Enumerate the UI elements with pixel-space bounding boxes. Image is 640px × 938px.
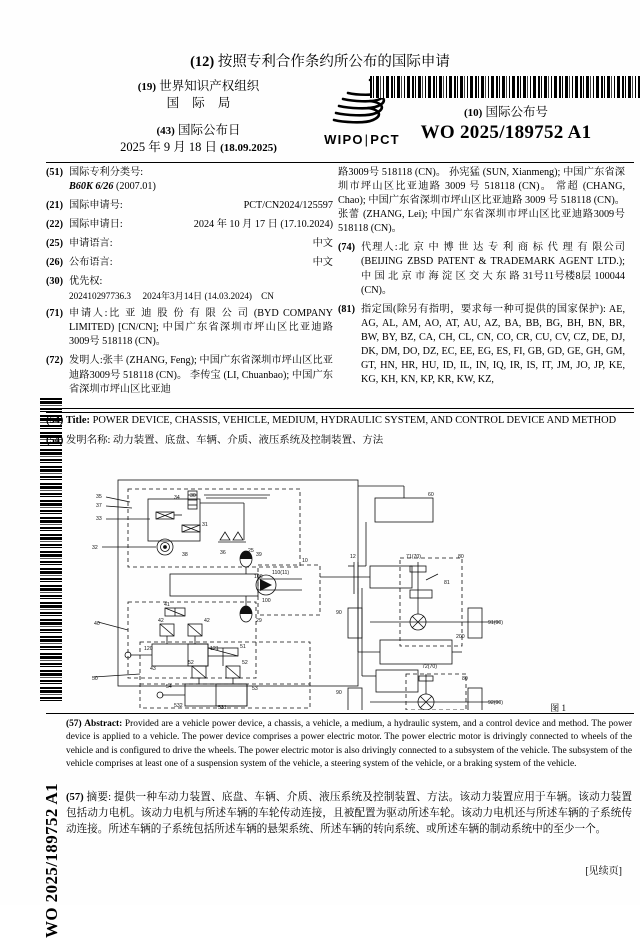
- field-code-51: (51): [46, 166, 69, 194]
- svg-text:42: 42: [158, 618, 164, 624]
- title-code-en: (54): [46, 415, 63, 426]
- publication-date-value-row: [106, 139, 291, 156]
- publication-date-label-row: [106, 122, 291, 139]
- field-30-priority: [46, 275, 333, 302]
- field-71-applicant: [46, 307, 333, 349]
- publication-number: WO 2025/189752 A1: [366, 122, 640, 144]
- filing-date-value: 2024 年 10 月 17 日 (17.10.2024): [194, 218, 333, 232]
- svg-text:33: 33: [96, 516, 102, 522]
- agent-value: 北 京 中 博 世 达 专 利 商 标 代 理 有 限公司 (BEIJING ZBSD PATENT & TRADEMARK AGENT LTD.); 中 国 北 京 市 海 淀 区 交 大 东 路 31号11号楼8层 100044 (CN)。: [361, 242, 625, 295]
- title-en-row: [46, 414, 634, 428]
- field-code-30: (30): [46, 275, 69, 302]
- publication-date-label: 国际公布日: [178, 123, 241, 137]
- publication-number-label: 国际公布号: [485, 105, 548, 119]
- divider-top: [46, 162, 634, 163]
- applicant-value: 比 亚 迪 股 份 有 限 公 司 (BYD COMPANY LIMITED) [CN/CN]; 中国广东省深圳市坪山区比亚迪路3009号 518118 (CN)。: [69, 308, 333, 347]
- wipo-text: WIPO: [324, 132, 363, 147]
- field-25-filing-language: [46, 237, 333, 251]
- field-body-26: [69, 256, 333, 270]
- svg-text:25: 25: [248, 548, 254, 554]
- field-body-30: [69, 275, 333, 302]
- publication-number-block: [366, 76, 640, 144]
- application-number-value: PCT/CN2024/125597: [244, 199, 333, 213]
- spine-strip: [22, 398, 66, 868]
- svg-text:90: 90: [336, 610, 342, 616]
- svg-text:12: 12: [350, 554, 356, 560]
- publication-date-numeric: (18.09.2025): [220, 142, 277, 154]
- biblio-column-right: [338, 166, 625, 392]
- divider-before-title: [46, 408, 634, 409]
- applicant-label: 申请人:: [69, 308, 107, 319]
- svg-text:120: 120: [144, 646, 153, 652]
- svg-text:91(90): 91(90): [488, 620, 503, 626]
- svg-text:52: 52: [188, 660, 194, 666]
- publication-date-cn: 2025 年 9 月 18 日: [120, 140, 217, 154]
- svg-text:121: 121: [210, 646, 219, 652]
- abstract-text-en: Provided are a vehicle power device, a chassis, a vehicle, a medium, a hydraulic system, and a control device and method. The power device is applied to a vehicle. The power device comprises a power electric motor. The power electric motor is drivingly connected to wheels of the vehicle and is configured to drive the wheels. The power electric motor is also drivingly connected to a subsystem of the vehicle. The subsystem of the vehicle comprises at least one of a suspension system of the vehicle, a steering system of the vehicle, or a braking system of the vehicle.: [66, 719, 632, 769]
- code-10: (10): [464, 107, 482, 119]
- figure-1-hydraulic-system-diagram: [70, 462, 570, 710]
- field-body-22: [69, 218, 333, 232]
- svg-text:106: 106: [254, 574, 263, 580]
- title-text-en: POWER DEVICE, CHASSIS, VEHICLE, MEDIUM, HYDRAULIC SYSTEM, AND CONTROL DEVICE AND METHOD: [93, 415, 617, 426]
- svg-text:72(70): 72(70): [422, 664, 437, 670]
- application-number-label: 国际申请号:: [69, 199, 123, 213]
- svg-text:10: 10: [302, 558, 308, 564]
- divider-before-abstract: [46, 713, 634, 714]
- svg-text:40: 40: [94, 621, 100, 627]
- field-code-74: (74): [338, 241, 361, 297]
- field-74-agent: [338, 241, 625, 297]
- publication-language-value: 中文: [313, 256, 333, 270]
- inventors-value: 张丰 (ZHANG, Feng); 中国广东省深圳市坪山区比亚迪路3009号 518118 (CN)。 李传宝 (LI, Chuanbao); 中国广东省深圳市坪山区比亚迪: [69, 355, 333, 394]
- svg-text:90: 90: [336, 690, 342, 696]
- svg-text:80: 80: [458, 554, 464, 560]
- kind-title-12: 按照专利合作条约所公布的国际申请: [218, 54, 450, 70]
- svg-text:71(70): 71(70): [406, 554, 421, 560]
- horizontal-barcode: [370, 76, 640, 98]
- abstract-en: [66, 718, 632, 771]
- svg-text:50: 50: [92, 676, 98, 682]
- svg-text:30: 30: [190, 493, 196, 499]
- inventors-continued: 路3009号 518118 (CN)。 孙宪猛 (SUN, Xianmeng); 中国广东省深圳市坪山区比亚迪路 3009 号 518118 (CN)。 常超 (CHANG, Chao); 中国广东省深圳市坪山区比亚迪路 3009 号 518118 (CN)。 张蕾 (ZHANG, Lei); 中国广东省深圳市坪山区比亚迪路3009号 518118 (CN)。: [338, 166, 625, 236]
- abstract-label-cn: 摘要:: [87, 792, 112, 803]
- svg-text:42: 42: [204, 618, 210, 624]
- ipc-label: 国际专利分类号:: [69, 167, 143, 178]
- svg-text:39: 39: [256, 552, 262, 558]
- svg-text:38: 38: [182, 552, 188, 558]
- international-bureau-label: 国 际 局: [106, 95, 291, 112]
- publication-language-label: 公布语言:: [69, 256, 113, 270]
- figure-svg: [70, 462, 570, 710]
- field-code-21: (21): [46, 199, 69, 213]
- field-body-71: [69, 307, 333, 349]
- field-body-25: [69, 237, 333, 251]
- field-body-72: [69, 354, 333, 396]
- bibliographic-data: [46, 166, 636, 404]
- field-code-71: (71): [46, 307, 69, 349]
- svg-text:31: 31: [202, 522, 208, 528]
- svg-text:35: 35: [96, 494, 102, 500]
- ipc-code: B60K 6/26: [69, 181, 113, 192]
- priority-date: 2024年3月14日 (14.03.2024): [143, 291, 252, 301]
- abstract-cn: [66, 790, 632, 838]
- svg-text:41: 41: [164, 602, 170, 608]
- publication-number-label-row: [366, 102, 640, 120]
- svg-text:81: 81: [444, 580, 450, 586]
- divider-before-title-2: [46, 412, 634, 413]
- field-body-21: [69, 199, 333, 213]
- field-body-81: [361, 303, 625, 387]
- header-row: [66, 78, 634, 158]
- svg-text:34: 34: [174, 495, 180, 501]
- pct-text: PCT: [370, 132, 400, 147]
- svg-text:54: 54: [166, 684, 172, 690]
- svg-text:43: 43: [150, 666, 156, 672]
- priority-number: 202410297736.3: [69, 291, 131, 301]
- svg-text:60: 60: [428, 492, 434, 498]
- figure-caption: 图 1: [550, 701, 566, 714]
- svg-text:532: 532: [174, 703, 183, 709]
- biblio-column-left: [46, 166, 333, 402]
- org-line-19: [106, 78, 291, 95]
- filing-language-label: 申请语言:: [69, 237, 113, 251]
- code-43: (43): [157, 125, 175, 137]
- designated-states-label: 指定国(除另有指明，要求每一种可提供的国家保护):: [361, 304, 606, 315]
- code-19: (19): [138, 81, 156, 93]
- svg-text:100: 100: [262, 598, 271, 604]
- abstract-code-cn: (57): [66, 792, 84, 803]
- designated-states-value: AE, AG, AL, AM, AO, AT, AU, AZ, BA, BB, BG, BH, BN, BR, BW, BY, BZ, CA, CH, CL, CN, CO, CR, CU, CV, CZ, DE, DJ, DK, DM, DO, DZ, EC, EE, EG, ES, FI, GB, GD, GE, GH, GM, GT, HN, HR, HU, ID, IL, IN, IQ, IR, IS, IT, JM, JO, JP, KE, KG, KH, KN, KP, KR, KW, KZ,: [361, 304, 625, 385]
- wipo-separator: |: [364, 132, 371, 147]
- agent-label: 代理人:: [361, 242, 398, 253]
- continued-note: [见续页]: [585, 862, 622, 877]
- title-label-cn: 发明名称:: [66, 435, 110, 446]
- svg-text:32: 32: [92, 545, 98, 551]
- svg-text:36: 36: [220, 550, 226, 556]
- spine-publication-number: WO 2025/189752 A1: [42, 638, 62, 938]
- field-body-74: [361, 241, 625, 297]
- field-body-51: [69, 166, 333, 194]
- priority-country: CN: [261, 291, 274, 301]
- title-cn-row: [46, 434, 634, 448]
- filing-date-label: 国际申请日:: [69, 218, 123, 232]
- title-label-en: Title:: [66, 415, 90, 426]
- svg-text:92(90): 92(90): [488, 700, 503, 706]
- ipc-value-row: [69, 180, 333, 194]
- title-text-cn: 动力装置、底盘、车辆、介质、液压系统及控制装置、方法: [113, 435, 383, 446]
- svg-text:37: 37: [96, 503, 102, 509]
- svg-text:51: 51: [240, 644, 246, 650]
- inventors-label: 发明人:: [69, 355, 103, 366]
- field-22-filing-date: [46, 218, 333, 232]
- svg-text:52: 52: [242, 660, 248, 666]
- field-code-72: (72): [46, 354, 69, 396]
- field-72-inventors: [46, 354, 333, 396]
- filing-language-value: 中文: [313, 237, 333, 251]
- field-21-application-number: [46, 199, 333, 213]
- priority-row: [69, 290, 333, 303]
- field-code-81: (81): [338, 303, 361, 387]
- field-26-publication-language: [46, 256, 333, 270]
- field-code-22: (22): [46, 218, 69, 232]
- field-81-designated-states: [338, 303, 625, 387]
- svg-text:110(11): 110(11): [272, 570, 289, 576]
- abstract-code-en: (57): [66, 719, 82, 729]
- ipc-edition: (2007.01): [116, 181, 156, 192]
- priority-label: 优先权:: [69, 276, 102, 287]
- svg-text:200: 200: [456, 634, 465, 640]
- title-block: [46, 414, 634, 454]
- svg-text:531: 531: [218, 705, 227, 710]
- field-code-25: (25): [46, 237, 69, 251]
- svg-text:53: 53: [252, 686, 258, 692]
- field-code-26: (26): [46, 256, 69, 270]
- abstract-label-en: Abstract:: [84, 719, 122, 729]
- title-code-cn: (54): [46, 435, 63, 446]
- kind-of-document-heading: [0, 50, 640, 71]
- kind-code-12: (12): [190, 54, 214, 70]
- svg-text:29: 29: [256, 618, 262, 624]
- wipo-org-block: [106, 78, 291, 156]
- svg-text:80: 80: [462, 676, 468, 682]
- abstract-text-cn: 提供一种车动力装置、底盘、车辆、介质、液压系统及控制装置、方法。该动力装置应用于车辆。该动力装置包括动力电机。该动力电机与所述车辆的车轮传动连接，且被配置为驱动所述车轮。该动力电机还与所述车辆的子系统传动连接。所述车辆的子系统包括所述车辆的悬架系统、所述车辆的转向系统、或所述车辆的制动系统中的至少一个。: [66, 792, 632, 835]
- org-name: 世界知识产权组织: [159, 79, 259, 93]
- field-51-ipc: [46, 166, 333, 194]
